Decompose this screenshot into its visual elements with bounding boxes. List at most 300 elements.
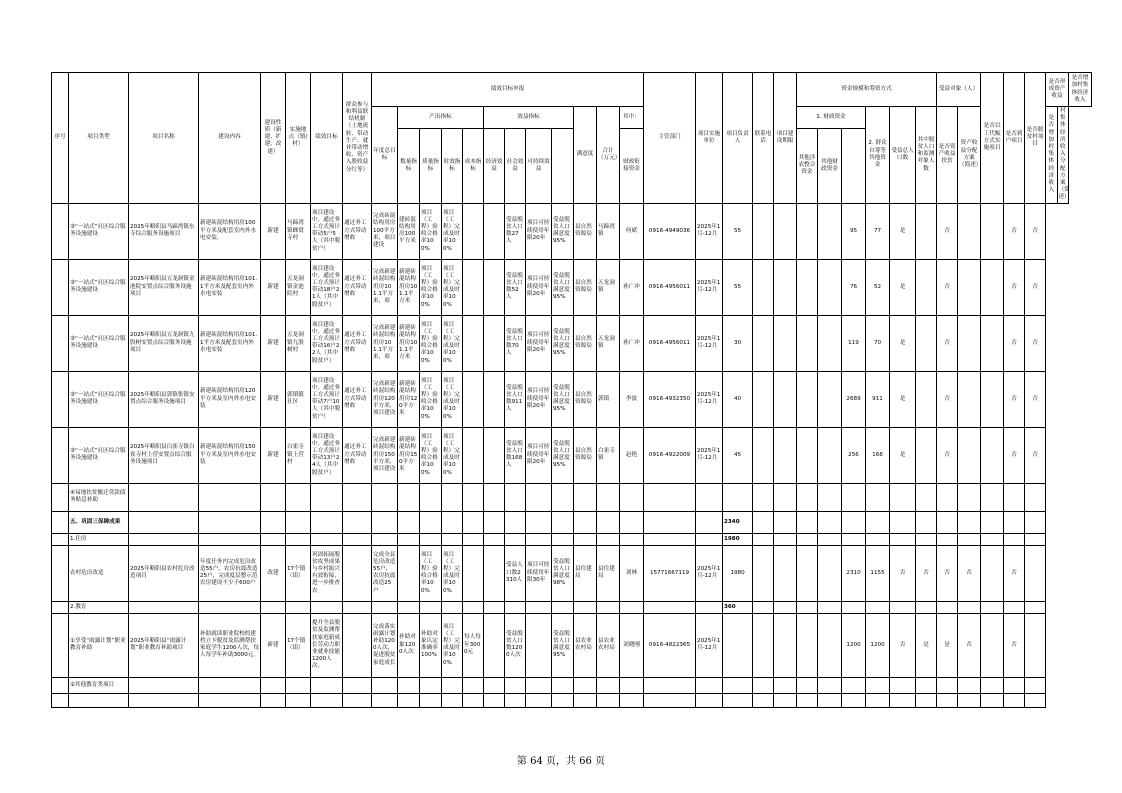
hdr-dept: 主管部门 [644, 73, 696, 204]
empty-cell [723, 693, 753, 707]
hdr-benefit-group: 效益指标 [484, 107, 574, 129]
empty-cell [129, 511, 199, 533]
cell-text: 2025年1月-12月 [697, 279, 721, 294]
cell-text: 2025年略阳县五龙洞镇金池院安置点综合服务设施项目 [130, 276, 195, 297]
empty-cell [890, 693, 916, 707]
cell-qty [398, 371, 420, 427]
empty-cell [311, 511, 343, 533]
empty-cell [442, 483, 463, 511]
empty-cell [463, 511, 484, 533]
cell-text: 完成全县危房改造55户，农房抗震改造25户 [373, 551, 396, 594]
cell-f4 [818, 371, 842, 427]
cell-text: 否 [944, 451, 950, 458]
cell-seq [52, 259, 69, 315]
cell-qty [398, 315, 420, 371]
empty-cell [484, 693, 505, 707]
cell-text: 项目（工程）完成及时率100% [443, 623, 460, 666]
section-total: 360 [723, 601, 753, 613]
cell-period [696, 371, 723, 427]
cell-dept [574, 203, 597, 259]
cell-text: 项目建设中，通过务工方式预计带动5户5人（其中脱贫户） [312, 209, 340, 252]
cell-text: 否 [1011, 451, 1017, 458]
cell-text: 2689 [846, 395, 861, 402]
empty-cell [526, 533, 552, 545]
cell-text: 新建砖混结构用房101.1平方米及配套室内外水电安装 [200, 332, 258, 353]
cell-social [505, 315, 526, 371]
empty-cell [261, 511, 286, 533]
cell-text: 李波 [625, 395, 638, 402]
cell-ad [981, 371, 1004, 427]
cell-content [199, 545, 261, 601]
cell-text: 完成砖混结构用房100平方米，项目建设 [373, 213, 396, 248]
cell-text: 否 [1011, 395, 1017, 402]
cell-bpoor [866, 203, 890, 259]
cell-goal [311, 427, 343, 483]
cell-cp [1025, 427, 1046, 483]
hdr-phone: 联系电话 [753, 73, 774, 204]
empty-cell [644, 483, 696, 511]
empty-cell [1025, 601, 1046, 613]
cell-econ [484, 259, 505, 315]
cell-text: 新建 [267, 339, 279, 346]
section-label: 五、巩固三保障成果 [69, 511, 129, 533]
empty-cell [505, 533, 526, 545]
hdr-benef-total: 受益总人口数 [890, 107, 916, 204]
empty-cell [958, 483, 981, 511]
cell-seq [52, 315, 69, 371]
cell-period [696, 203, 723, 259]
cell-text: 受益脱贫人口满意度95% [553, 440, 570, 469]
empty-cell [552, 483, 574, 511]
section-row [52, 677, 1092, 693]
cell-f4 [818, 259, 842, 315]
cell-wr [890, 371, 916, 427]
cell-text: 项目（工程）完成及时率100% [443, 377, 460, 420]
cell-cost [463, 427, 484, 483]
cell-text: 项目（工程）完成及时率100% [443, 551, 460, 594]
hdr-coll-yes: 是否增加村集体经济收入 [1046, 107, 1057, 204]
cell-nature [261, 203, 286, 259]
empty-cell [753, 533, 774, 545]
hdr-benef-group: 受益对象（人） [937, 73, 981, 107]
cell-text: 1200 [846, 641, 861, 648]
cell-expoor [937, 371, 958, 427]
empty-cell [958, 677, 981, 693]
empty-cell [818, 693, 842, 707]
hdr-collective-group: 是否增加村集体经济收入 [1069, 73, 1092, 107]
cell-text: 通过务工方式带动增收 [344, 220, 367, 241]
empty-cell [818, 511, 842, 533]
cell-ay [958, 545, 981, 601]
cell-text: 0916-4956011 [648, 283, 691, 290]
cell-wr [890, 613, 916, 677]
empty-cell [52, 693, 69, 707]
cell-goal [311, 259, 343, 315]
cell-text: 0916-4932350 [648, 395, 691, 402]
cell-text: 是 [899, 339, 906, 346]
hdr-fiscal-group: 1. 财政资金 [797, 107, 866, 129]
cell-text: 新建 [267, 641, 279, 648]
cell-bpoor [866, 315, 890, 371]
cell-total [723, 613, 753, 677]
cell-text: 否 [966, 569, 972, 576]
cell-cost [463, 259, 484, 315]
cell-goal [311, 315, 343, 371]
cell-text: 2025年略阳县马蹄湾镇东寺综合服务设施项目 [130, 223, 195, 238]
table-row [52, 259, 1092, 315]
cell-text: 17个镇（街） [287, 565, 306, 580]
empty-cell [199, 533, 261, 545]
cell-text: 30 [733, 339, 742, 346]
cell-social [505, 545, 526, 601]
cell-text: 否 [944, 339, 950, 346]
cell-goal [311, 203, 343, 259]
cell-person [620, 315, 644, 371]
hdr-social: 社会效益 [505, 129, 526, 204]
cell-content [199, 203, 261, 259]
empty-cell [981, 601, 1004, 613]
cell-text: 巩固拓展脱贫攻坚成果与乡村振兴有效衔接，进一步排查农 [312, 551, 340, 594]
cell-cy [1004, 371, 1025, 427]
empty-cell [552, 601, 574, 613]
empty-cell [937, 677, 958, 693]
cell-f2 [774, 315, 797, 371]
cell-f2 [774, 545, 797, 601]
cell-expoor [937, 427, 958, 483]
hdr-total: 合计（万元） [597, 107, 620, 204]
empty-cell [129, 533, 199, 545]
cell-ay [958, 371, 981, 427]
cell-text: 项目可持续使用年限20年 [527, 444, 550, 465]
cell-ad [981, 315, 1004, 371]
empty-cell [343, 511, 372, 533]
cell-text: 否 [944, 283, 950, 290]
cell-quality [420, 259, 442, 315]
cell-text: 否 [899, 641, 906, 648]
hdr-qty: 数量指标 [398, 129, 420, 204]
cell-cost [463, 545, 484, 601]
empty-cell [1004, 533, 1025, 545]
cell-text: ③“一站式”社区综合服务设施建设 [70, 279, 126, 294]
cell-text: 五龙洞镇金池院村 [287, 276, 304, 297]
empty-cell [696, 693, 723, 707]
cell-expoor [937, 545, 958, 601]
empty-cell [958, 511, 981, 533]
cell-seq [52, 427, 69, 483]
cell-content [199, 315, 261, 371]
cell-type [69, 259, 129, 315]
empty-cell [696, 601, 723, 613]
empty-cell [129, 483, 199, 511]
cell-qty [398, 427, 420, 483]
hdr-place: 实施地点（镇/村） [286, 73, 311, 204]
cell-ay [958, 613, 981, 677]
cell-text: 改建 [267, 569, 279, 576]
cell-phone [644, 315, 696, 371]
empty-cell [1004, 511, 1025, 533]
empty-cell [199, 693, 261, 707]
empty-cell [753, 483, 774, 511]
empty-cell [620, 483, 644, 511]
hdr-content: 建设内容 [199, 73, 261, 204]
table-row [52, 203, 1092, 259]
cell-goal [311, 371, 343, 427]
cell-text: 受益脱贫人口满意度95% [553, 384, 570, 413]
cell-text: 45 [733, 451, 742, 458]
cell-text: 项目可持续使用年限20年 [527, 388, 550, 409]
cell-text: 项目可持续使用年限20年 [527, 332, 550, 353]
cell-f4 [818, 315, 842, 371]
cell-pair [916, 203, 937, 259]
cell-place [286, 315, 311, 371]
cell-timely [442, 203, 463, 259]
cell-text: 70 [873, 339, 882, 346]
cell-text: 项目（工程）验收合格率100% [421, 265, 438, 308]
empty-cell [261, 601, 286, 613]
empty-cell [398, 677, 420, 693]
cell-cy [1004, 613, 1025, 677]
cell-btotal [842, 371, 866, 427]
empty-cell [343, 677, 372, 693]
cell-text: 项目建设中，通过务工方式预计带动18户21人（其中脱贫户） [312, 265, 340, 308]
cell-expoor [937, 203, 958, 259]
cell-text: 新建砖混结构用房101.1平方米 [399, 269, 418, 304]
cell-sustain [526, 427, 552, 483]
cell-cost [463, 315, 484, 371]
cell-text: 否 [944, 395, 950, 402]
cell-text: 否 [966, 641, 972, 648]
cell-person [620, 371, 644, 427]
cell-expoor [937, 613, 958, 677]
cell-nature [261, 613, 286, 677]
empty-cell [818, 483, 842, 511]
cell-bpoor [866, 371, 890, 427]
empty-cell [1025, 693, 1046, 707]
cell-cy [1004, 259, 1025, 315]
cell-text: 是 [899, 395, 906, 402]
empty-cell [818, 601, 842, 613]
section-row [52, 601, 1092, 613]
cell-unit [597, 259, 620, 315]
cell-econ [484, 427, 505, 483]
cell-cost [463, 203, 484, 259]
cell-text: 否 [1011, 283, 1017, 290]
empty-cell [420, 677, 442, 693]
empty-cell [866, 533, 890, 545]
cell-social [505, 371, 526, 427]
cell-btotal [842, 613, 866, 677]
cell-text: 项目（工程）完成及时率100% [443, 321, 460, 364]
cell-f1 [753, 371, 774, 427]
cell-quality [420, 315, 442, 371]
empty-cell [981, 677, 1004, 693]
cell-btotal [842, 203, 866, 259]
cell-econ [484, 545, 505, 601]
section-row [52, 483, 1092, 511]
cell-total [723, 427, 753, 483]
cell-text: 刘晓刚 [623, 641, 640, 648]
cell-text: 2025年1月-12月 [697, 447, 721, 462]
table-row [52, 545, 1092, 601]
cell-type [69, 545, 129, 601]
section-total: 1980 [723, 533, 753, 545]
cell-text: 县农业农村局 [575, 637, 592, 652]
empty-cell [597, 511, 620, 533]
hdr-fiscal-other: 其他财政资金 [818, 129, 842, 204]
cell-text: 119 [848, 339, 859, 346]
cell-unit [597, 371, 620, 427]
cell-phone [644, 371, 696, 427]
cell-type [69, 427, 129, 483]
cell-text: 是 [899, 451, 906, 458]
hdr-spacer [552, 129, 574, 204]
cell-person [620, 203, 644, 259]
empty-cell [696, 677, 723, 693]
empty-cell [620, 511, 644, 533]
hdr-nature: 建设性质（新建、扩建、改建） [261, 73, 286, 204]
cell-text: 新建砖混结构用房120平方米 [399, 381, 418, 416]
section-total: 2340 [723, 511, 753, 533]
hdr-fiscal-blank [842, 129, 866, 204]
hdr-among: 其中： [620, 107, 644, 129]
cell-timely [442, 613, 463, 677]
cell-text: 郭镇镇社区 [287, 391, 304, 406]
empty-cell [937, 601, 958, 613]
cell-text: 否 [1032, 395, 1038, 402]
cell-text: 五龙洞镇九股树村 [287, 332, 304, 353]
cell-unit [597, 613, 620, 677]
cell-btotal [842, 427, 866, 483]
empty-cell [890, 677, 916, 693]
cell-text: 新建 [267, 283, 279, 290]
empty-cell [398, 533, 420, 545]
cell-text: 2025年略阳县“雨露计划”职业教育补助项目 [130, 637, 187, 652]
cell-text: 项目（工程）验收合格率100% [421, 377, 438, 420]
cell-mech [343, 427, 372, 483]
empty-cell [958, 601, 981, 613]
empty-cell [463, 677, 484, 693]
cell-bpoor [866, 427, 890, 483]
cell-text: 否 [1032, 451, 1038, 458]
hdr-is-pair: 是否到户项目 [1004, 73, 1025, 204]
cell-content [199, 427, 261, 483]
cell-text: 每人每年3000元 [464, 634, 481, 655]
cell-f2 [774, 427, 797, 483]
empty-cell [1004, 693, 1025, 707]
cell-text: 项目（工程）验收合格率100% [421, 551, 438, 594]
cell-text: 郭镇 [598, 395, 610, 402]
cell-econ [484, 613, 505, 677]
cell-ad [981, 613, 1004, 677]
empty-cell [842, 533, 866, 545]
empty-cell [1004, 677, 1025, 693]
hdr-cost: 成本指标 [463, 129, 484, 204]
cell-text: 县自然资源局 [575, 335, 592, 350]
cell-f1 [753, 203, 774, 259]
cell-person [620, 259, 644, 315]
cell-satisfy [552, 371, 574, 427]
cell-text: 否 [1011, 641, 1017, 648]
empty-cell [463, 533, 484, 545]
hdr-fiscal-farm: 其他涉农整合资金 [797, 129, 818, 204]
hdr-timely: 时效指标 [442, 129, 463, 204]
cell-name [129, 613, 199, 677]
cell-qty [398, 545, 420, 601]
cell-f1 [753, 545, 774, 601]
cell-text: 新建砖混结构用房120平方米及室内外水电安装 [200, 388, 256, 409]
cell-text: 项目建设中，通过务工方式预计带动16户22人（其中脱贫户） [312, 321, 340, 364]
table-row [52, 427, 1092, 483]
hdr-fund-group: 资金规模和筹资方式 [797, 73, 937, 107]
cell-sustain [526, 371, 552, 427]
cell-text: 项目建设中，通过务工方式预计带动13户24人（其中脱贫户） [312, 433, 340, 476]
empty-cell [552, 677, 574, 693]
cell-timely [442, 315, 463, 371]
cell-person [620, 613, 644, 677]
empty-cell [1025, 483, 1046, 511]
empty-cell [286, 693, 311, 707]
cell-text: 受益脱贫人口满意度95% [553, 272, 570, 301]
empty-cell [574, 483, 597, 511]
empty-cell [52, 483, 69, 511]
hdr-name: 项目名称 [129, 73, 199, 204]
section-row [52, 511, 1092, 533]
cell-period [696, 427, 723, 483]
cell-text: 否 [899, 569, 906, 576]
empty-cell [420, 693, 442, 707]
cell-text: 五龙洞镇 [598, 335, 615, 350]
empty-cell [505, 483, 526, 511]
hdr-asset-group: 是否形成资产收益 [1046, 73, 1069, 107]
empty-cell [199, 483, 261, 511]
cell-cp [1025, 259, 1046, 315]
empty-cell [753, 693, 774, 707]
cell-place [286, 427, 311, 483]
empty-cell [420, 601, 442, 613]
cell-satisfy [552, 315, 574, 371]
cell-social [505, 203, 526, 259]
hdr-seq: 序号 [52, 73, 69, 204]
empty-cell [842, 693, 866, 707]
empty-cell [261, 693, 286, 707]
cell-total [723, 371, 753, 427]
empty-cell [343, 483, 372, 511]
cell-btotal [842, 259, 866, 315]
cell-text: 95 [849, 227, 858, 234]
hdr-econ: 经济效益 [484, 129, 505, 204]
cell-text: 刘林 [625, 569, 638, 576]
empty-cell [866, 677, 890, 693]
empty-cell [372, 483, 398, 511]
empty-cell [866, 693, 890, 707]
cell-sustain [526, 613, 552, 677]
empty-cell [420, 483, 442, 511]
cell-text: ③“一站式”社区综合服务设施建设 [70, 223, 126, 238]
cell-nature [261, 315, 286, 371]
empty-cell [723, 677, 753, 693]
cell-text: 赵艳 [625, 451, 638, 458]
hdr-quality: 质量指标 [420, 129, 442, 204]
empty-cell [526, 511, 552, 533]
cell-text: 受益脱贫人口满意度95% [553, 328, 570, 357]
cell-nature [261, 259, 286, 315]
cell-satisfy [552, 545, 574, 601]
cell-text: 项目（工程）完成及时率100% [443, 433, 460, 476]
cell-bpoor [866, 545, 890, 601]
cell-econ [484, 371, 505, 427]
empty-cell [311, 533, 343, 545]
empty-cell [526, 677, 552, 693]
